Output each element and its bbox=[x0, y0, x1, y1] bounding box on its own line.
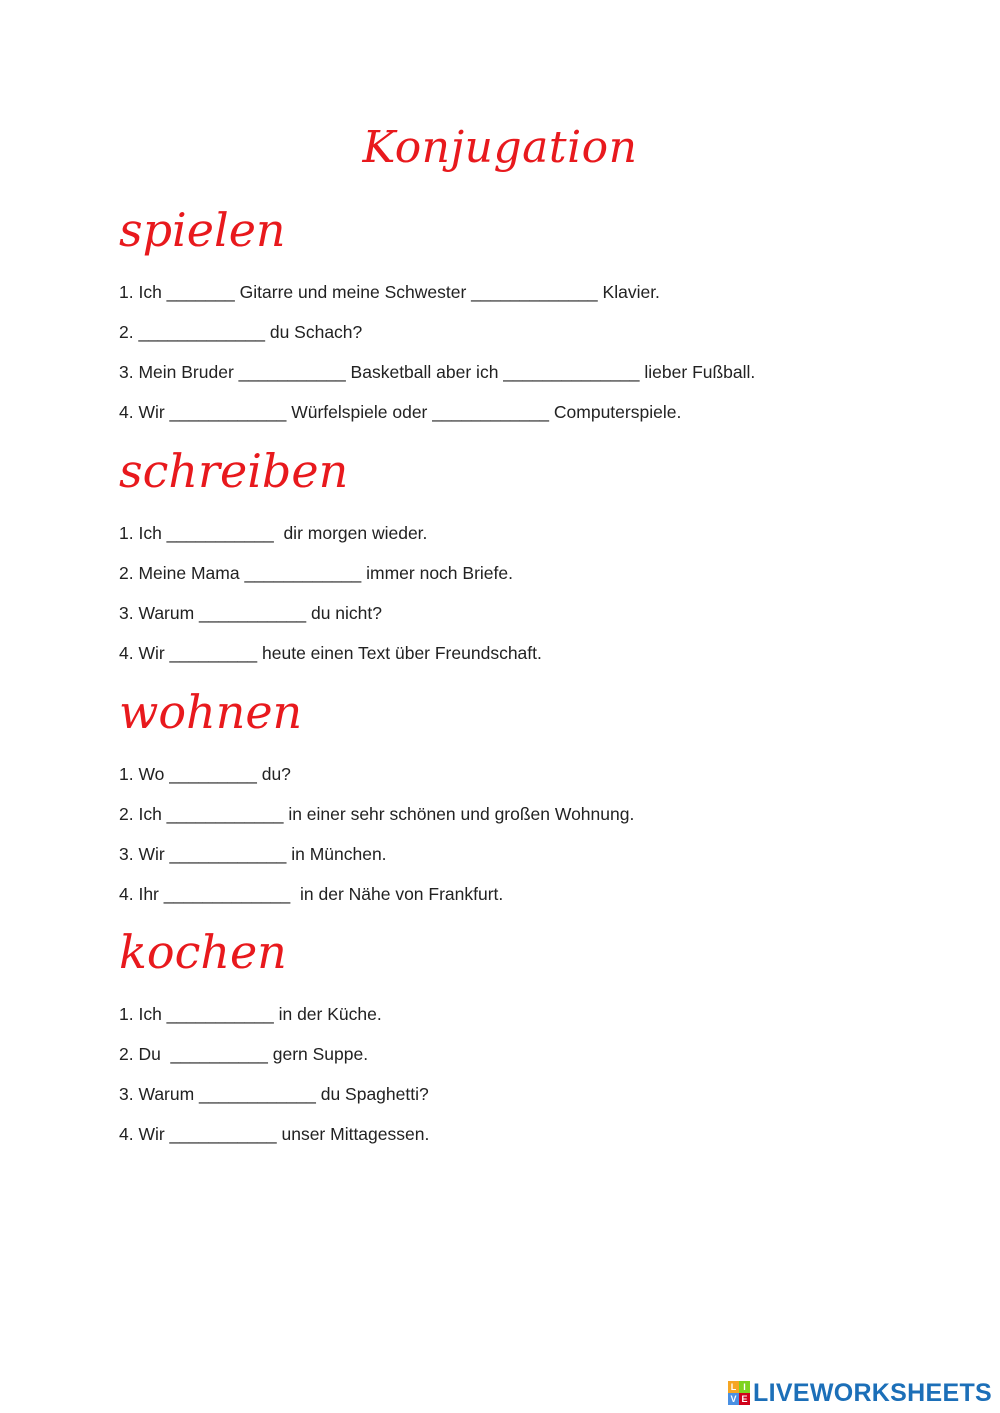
exercise-item: 4. Wir _________ heute einen Text über Freundschaft. bbox=[119, 643, 542, 663]
exercise-item: 1. Wo _________ du? bbox=[119, 764, 291, 784]
exercise-item: 2. Meine Mama ____________ immer noch Briefe. bbox=[119, 563, 513, 583]
section-spielen bbox=[119, 200, 919, 432]
exercise-item: 1. Ich ___________ dir morgen wieder. bbox=[119, 523, 428, 543]
section-heading: kochen bbox=[119, 925, 287, 979]
logo-text: LIVEWORKSHEETS bbox=[753, 1378, 992, 1407]
exercise-item: 3. Mein Bruder ___________ Basketball aber ich ______________ lieber Fußball. bbox=[119, 362, 756, 382]
section-wohnen bbox=[119, 682, 919, 914]
exercise-list bbox=[119, 272, 919, 432]
exercise-item: 3. Warum ___________ du nicht? bbox=[119, 603, 383, 623]
exercise-item: 3. Wir ____________ in München. bbox=[119, 844, 387, 864]
section-heading: spielen bbox=[119, 203, 286, 257]
exercise-item: 2. Ich ____________ in einer sehr schönen und großen Wohnung. bbox=[119, 804, 635, 824]
exercise-item: 3. Warum ____________ du Spaghetti? bbox=[119, 1084, 429, 1104]
section-heading: schreiben bbox=[119, 444, 349, 498]
exercise-item: 4. Wir ____________ Würfelspiele oder ____________ Computerspiele. bbox=[119, 402, 682, 422]
exercise-list bbox=[119, 513, 919, 673]
exercise-item: 1. Ich ___________ in der Küche. bbox=[119, 1004, 382, 1024]
exercise-item: 2. Du __________ gern Suppe. bbox=[119, 1044, 369, 1064]
section-kochen bbox=[119, 922, 919, 1154]
logo-mark-letter: I bbox=[739, 1381, 750, 1393]
section-heading: wohnen bbox=[119, 685, 303, 739]
page-title: Konjugation bbox=[362, 122, 638, 173]
exercise-list bbox=[119, 754, 919, 914]
exercise-item: 2. _____________ du Schach? bbox=[119, 322, 363, 342]
section-schreiben bbox=[119, 441, 919, 673]
logo-mark-letter: L bbox=[728, 1381, 739, 1393]
exercise-item: 4. Ihr _____________ in der Nähe von Frankfurt. bbox=[119, 884, 504, 904]
exercise-list bbox=[119, 994, 919, 1154]
liveworksheets-logo-icon bbox=[728, 1381, 750, 1405]
logo-mark-letter: V bbox=[728, 1393, 739, 1405]
logo-mark-letter: E bbox=[739, 1393, 750, 1405]
liveworksheets-logo bbox=[728, 1379, 992, 1407]
exercise-item: 1. Ich _______ Gitarre und meine Schwester _____________ Klavier. bbox=[119, 282, 660, 302]
exercise-item: 4. Wir ___________ unser Mittagessen. bbox=[119, 1124, 430, 1144]
